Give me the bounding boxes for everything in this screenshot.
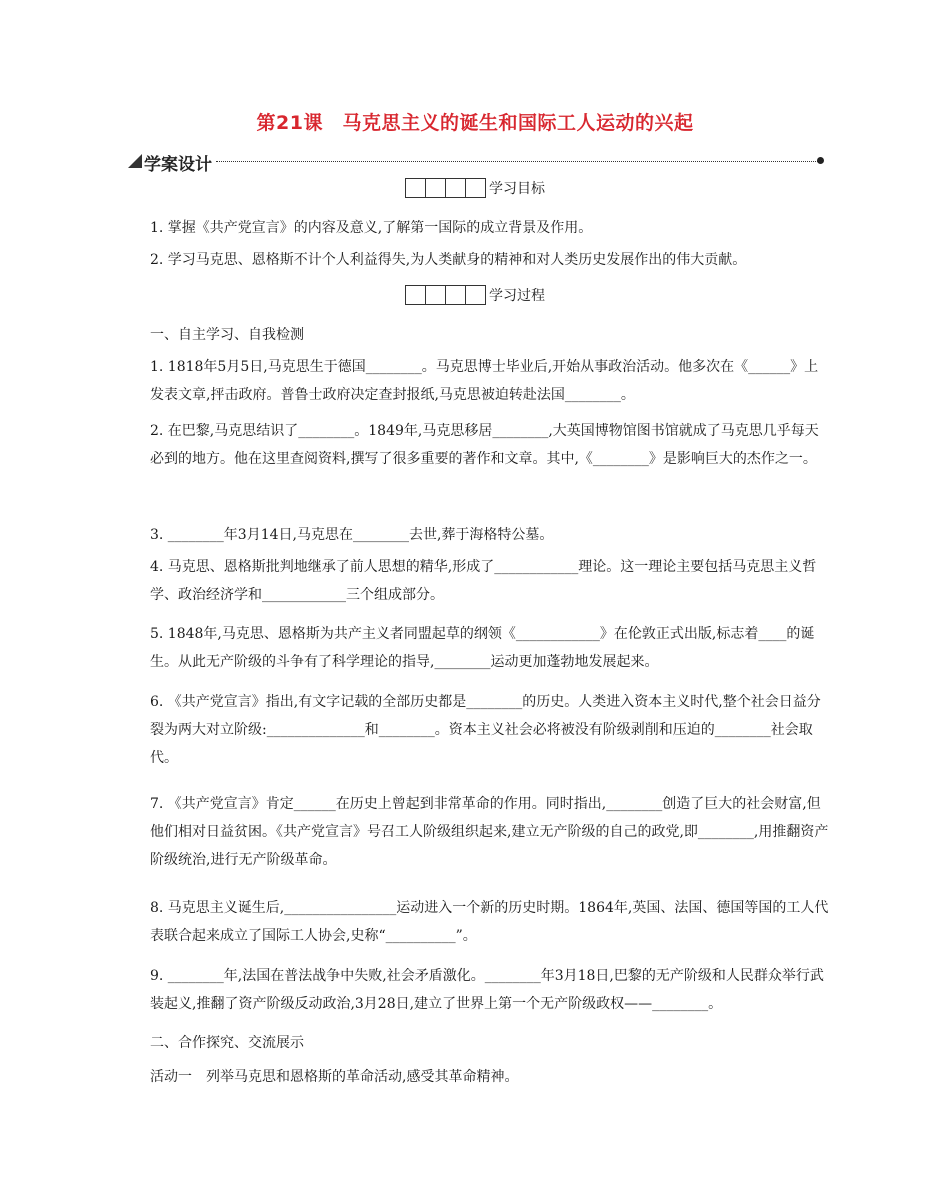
process-heading-text: 学习过程 [489,288,545,304]
process-heading [405,285,545,305]
part1-heading: 一、自主学习、自我检测 [150,327,304,343]
question-8: 8. 马克思主义诞生后,________________运动进入一个新的历史时期。1864年,英国、法国、德国等国的工人代表联合起来成立了国际工人协会,史称“__________”。 [150,900,829,944]
heading-boxes [405,178,485,198]
rule-end-dot [817,157,824,164]
part2-heading: 二、合作探究、交流展示 [150,1035,304,1051]
goal-item-1: 1. 掌握《共产党宣言》的内容及意义,了解第一国际的成立背景及作用。 [150,220,593,236]
question-3: 3. ________年3月14日,马克思在________去世,葬于海格特公墓。 [150,527,554,543]
question-5: 5. 1848年,马克思、恩格斯为共产主义者同盟起草的纲领《____________》在伦敦正式出版,标志着____的诞生。从此无产阶级的斗争有了科学理论的指导,________运动更加蓬勃地发展起来。 [150,626,815,670]
section-label: 学案设计 [144,155,212,175]
goals-heading-text: 学习目标 [489,181,545,197]
question-1: 1. 1818年5月5日,马克思生于德国________。马克思博士毕业后,开始从事政治活动。他多次在《______》上发表文章,抨击政府。普鲁士政府决定查封报纸,马克思被迫转赴法国________。 [150,359,819,403]
page-title: 第21课 马克思主义的诞生和国际工人运动的兴起 [256,112,694,134]
section-header [128,150,824,175]
goals-heading [405,178,545,198]
dotted-rule [216,161,818,162]
goal-item-2: 2. 学习马克思、恩格斯不计个人利益得失,为人类献身的精神和对人类历史发展作出的伟大贡献。 [150,252,747,268]
question-7: 7. 《共产党宣言》肯定______在历史上曾起到非常革命的作用。同时指出,________创造了巨大的社会财富,但他们相对日益贫困。《共产党宣言》号召工人阶级组织起来,建立无产阶级的自己的政党,即________,用推翻资产阶级统治,进行无产阶级革命。 [150,796,829,868]
activity-1: 活动一 列举马克思和恩格斯的革命活动,感受其革命精神。 [150,1069,519,1085]
question-4: 4. 马克思、恩格斯批判地继承了前人思想的精华,形成了____________理论。这一理论主要包括马克思主义哲学、政治经济学和____________三个组成部分。 [150,559,817,603]
heading-boxes [405,285,485,305]
triangle-icon [128,154,142,168]
question-2: 2. 在巴黎,马克思结识了________。1849年,马克思移居________,大英国博物馆图书馆就成了马克思几乎每天必到的地方。他在这里查阅资料,撰写了很多重要的著作和文章。其中,《________》是影响巨大的杰作之一。 [150,423,819,467]
question-6: 6. 《共产党宣言》指出,有文字记载的全部历史都是________的历史。人类进入资本主义时代,整个社会日益分裂为两大对立阶级:______________和________。资本主义社会必将被没有阶级剥削和压迫的________社会取代。 [150,694,821,766]
question-9: 9. ________年,法国在普法战争中失败,社会矛盾激化。________年3月18日,巴黎的无产阶级和人民群众举行武装起义,推翻了资产阶级反动政治,3月28日,建立了世界上第一个无产阶级政权——________。 [150,968,824,1012]
